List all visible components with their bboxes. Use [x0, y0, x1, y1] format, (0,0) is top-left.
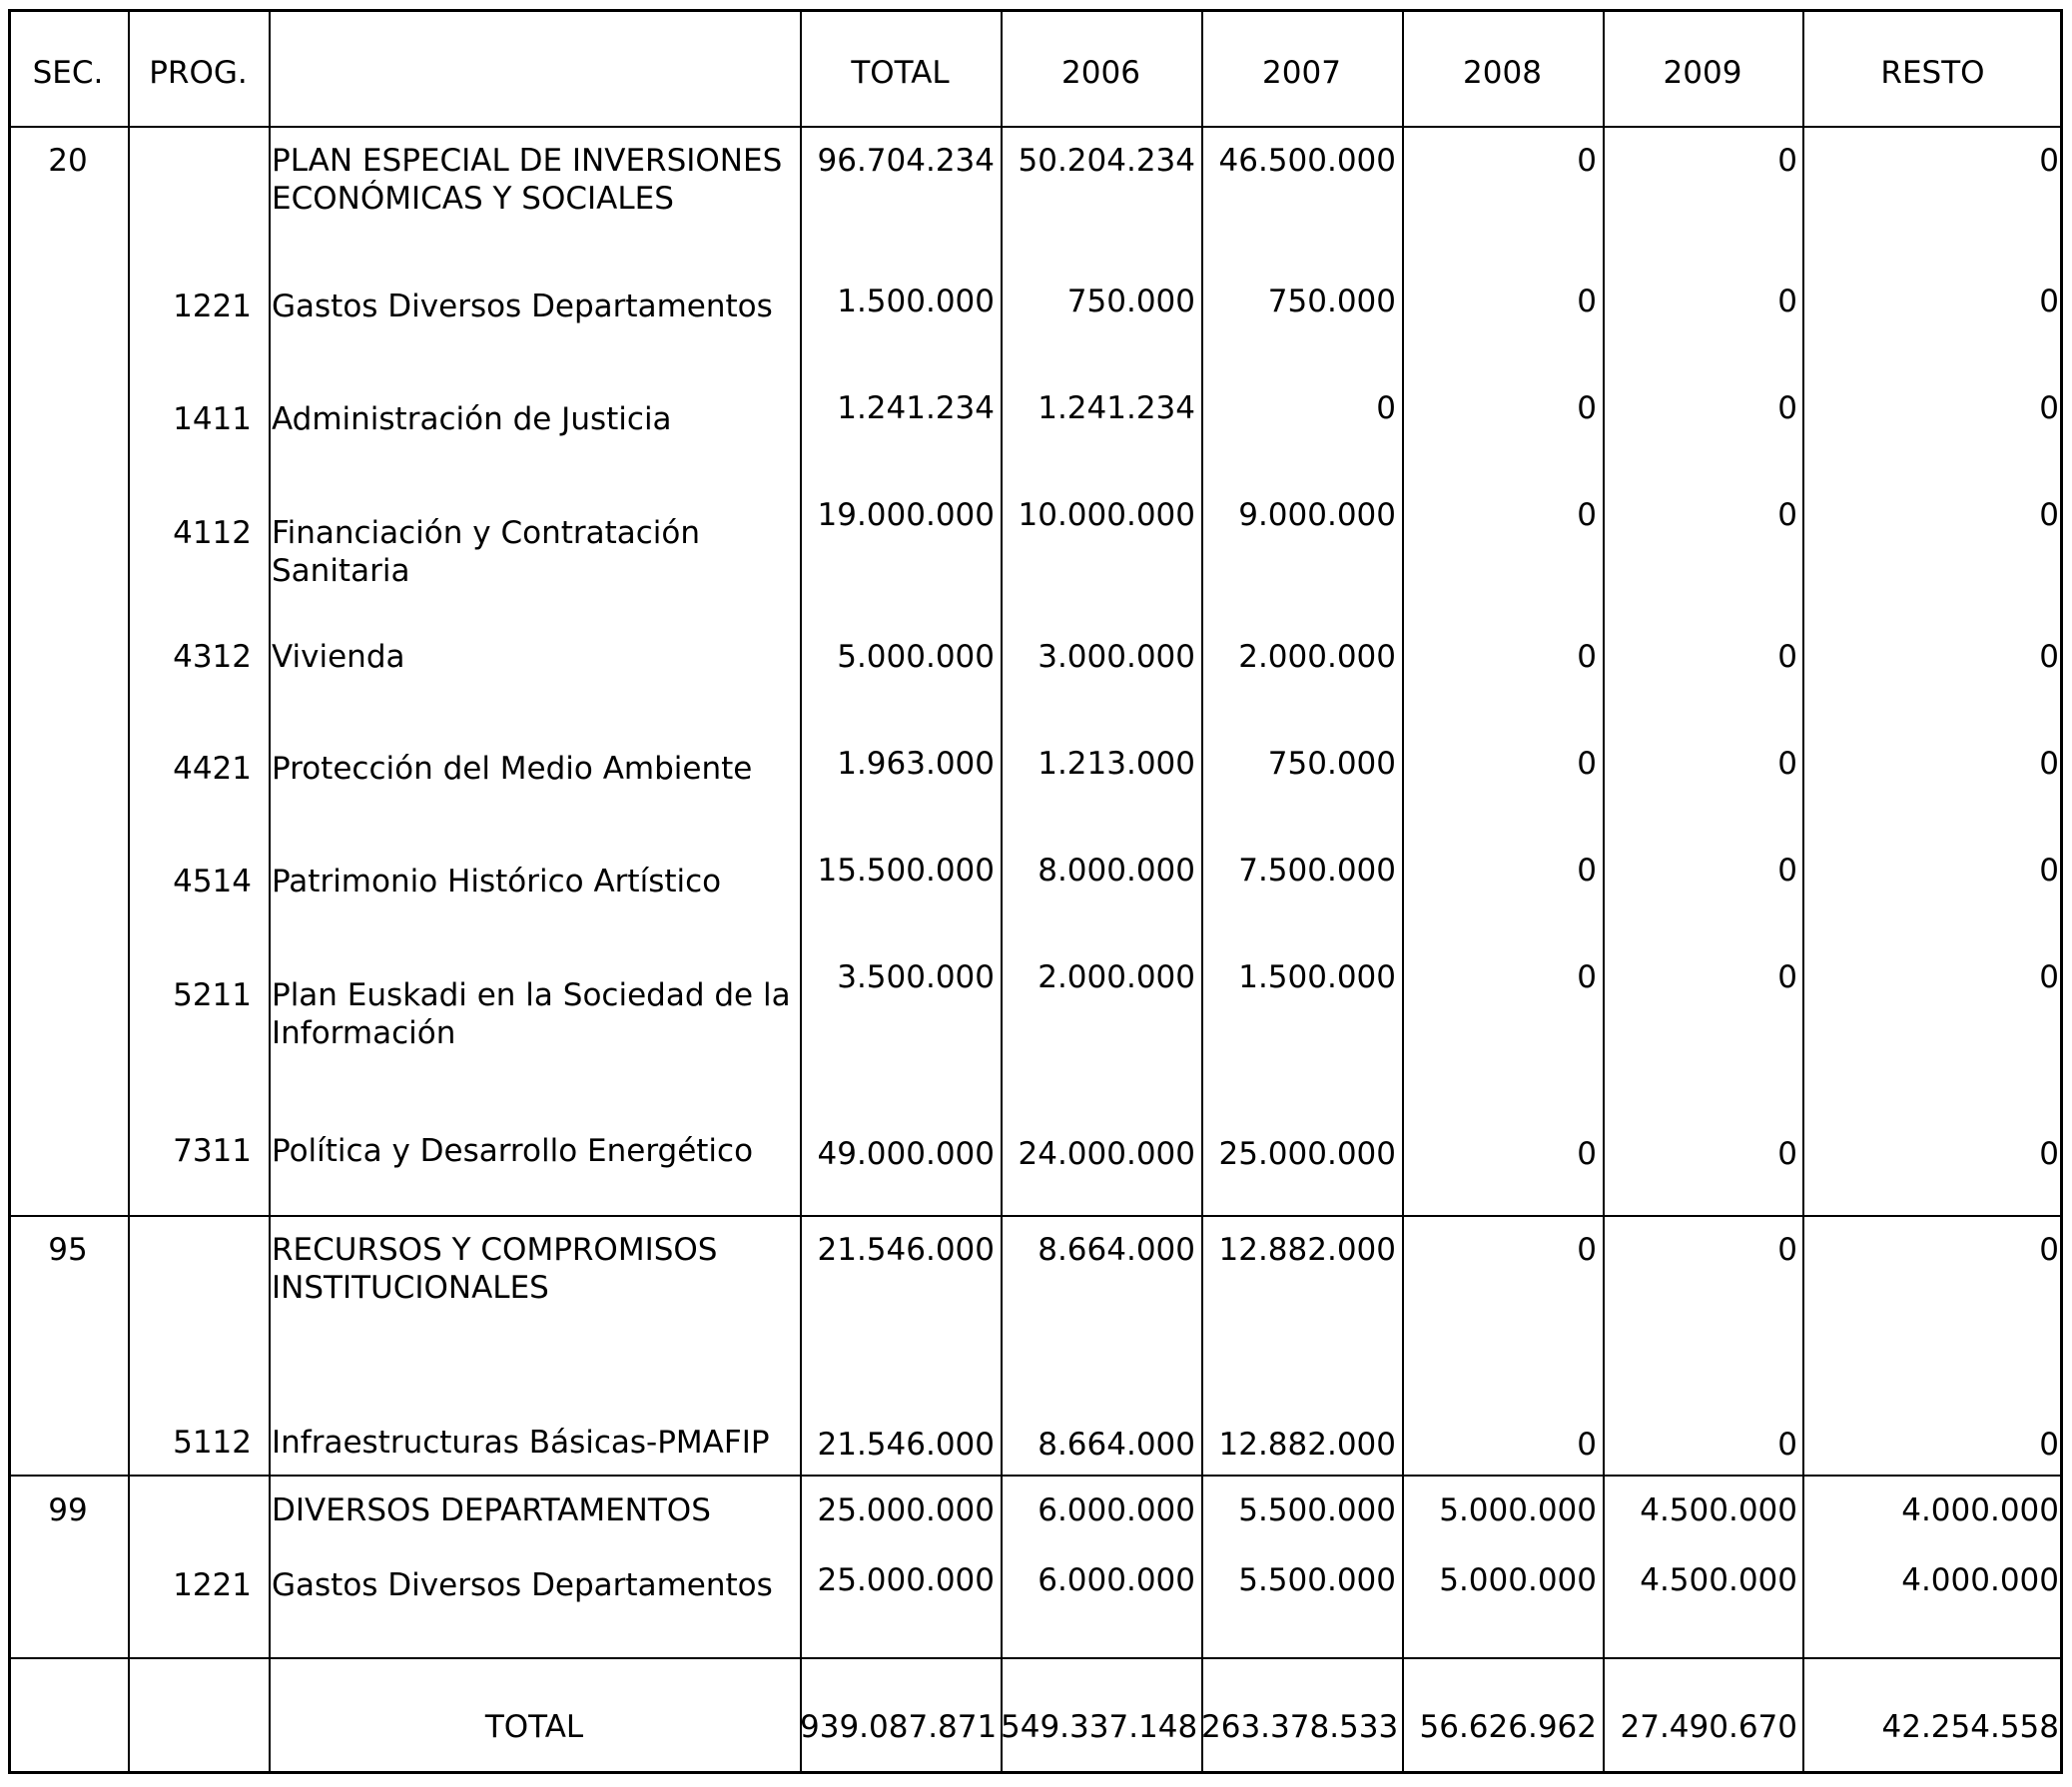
total-cell: 21.546.000: [817, 1427, 995, 1463]
y2009-cell: 0: [1777, 1136, 1797, 1172]
y2009-cell: 0: [1777, 853, 1797, 889]
y2007-cell: 750.000: [1267, 746, 1396, 782]
footer-2007: 263.378.533: [1201, 1709, 1399, 1745]
desc-cell: Plan Euskadi en la Sociedad de la Información: [272, 977, 791, 1051]
y2009-cell: 0: [1777, 390, 1797, 426]
y2006-cell: 10.000.000: [1018, 497, 1195, 533]
footer-divider: [8, 1657, 2063, 1659]
y2007-cell: 5.500.000: [1238, 1562, 1396, 1598]
y2008-cell: 0: [1577, 1232, 1597, 1268]
y2007-cell: 1.500.000: [1238, 959, 1396, 995]
prog-cell: 1221: [173, 1567, 252, 1603]
resto-cell: 4.000.000: [1901, 1562, 2059, 1598]
resto-cell: 0: [2039, 1427, 2059, 1463]
header-2008: 2008: [1463, 55, 1542, 91]
header-prog: PROG.: [149, 55, 248, 91]
total-cell: 25.000.000: [817, 1492, 995, 1528]
column-divider: [269, 9, 271, 1774]
header-2006: 2006: [1061, 55, 1140, 91]
prog-cell: 1411: [173, 401, 252, 437]
y2009-cell: 4.500.000: [1640, 1492, 1797, 1528]
desc-cell: RECURSOS Y COMPROMISOS INSTITUCIONALES: [272, 1232, 718, 1306]
desc-cell: Gastos Diversos Departamentos: [272, 289, 773, 324]
y2006-cell: 750.000: [1066, 284, 1195, 319]
total-cell: 15.500.000: [817, 853, 995, 889]
y2009-cell: 0: [1777, 143, 1797, 179]
y2009-cell: 0: [1777, 284, 1797, 319]
y2008-cell: 0: [1577, 284, 1597, 319]
desc-cell: Protección del Medio Ambiente: [272, 751, 753, 787]
y2008-cell: 5.000.000: [1439, 1562, 1597, 1598]
resto-cell: 0: [2039, 143, 2059, 179]
header-resto: RESTO: [1880, 55, 1985, 91]
resto-cell: 0: [2039, 639, 2059, 675]
total-cell: 96.704.234: [817, 143, 995, 179]
y2008-cell: 0: [1577, 1136, 1597, 1172]
resto-cell: 0: [2039, 284, 2059, 319]
y2009-cell: 0: [1777, 959, 1797, 995]
y2006-cell: 1.213.000: [1037, 746, 1195, 782]
y2009-cell: 4.500.000: [1640, 1562, 1797, 1598]
header-sec: SEC.: [32, 55, 104, 91]
desc-cell: Infraestructuras Básicas-PMAFIP: [272, 1425, 770, 1461]
y2006-cell: 8.664.000: [1037, 1427, 1195, 1463]
prog-cell: 5112: [173, 1425, 252, 1461]
budget-table: [8, 9, 2063, 1774]
prog-cell: 4514: [173, 864, 252, 899]
header-2009: 2009: [1663, 55, 1742, 91]
y2006-cell: 50.204.234: [1018, 143, 1195, 179]
y2007-cell: 2.000.000: [1238, 639, 1396, 675]
y2008-cell: 5.000.000: [1439, 1492, 1597, 1528]
resto-cell: 0: [2039, 390, 2059, 426]
prog-cell: 7311: [173, 1133, 252, 1169]
desc-cell: PLAN ESPECIAL DE INVERSIONES ECONÓMICAS Y SOCIALES: [272, 143, 783, 217]
y2009-cell: 0: [1777, 746, 1797, 782]
total-cell: 49.000.000: [817, 1136, 995, 1172]
y2006-cell: 6.000.000: [1037, 1492, 1195, 1528]
y2008-cell: 0: [1577, 1427, 1597, 1463]
y2006-cell: 24.000.000: [1018, 1136, 1195, 1172]
footer-total: 939.087.871: [800, 1709, 998, 1745]
total-cell: 19.000.000: [817, 497, 995, 533]
y2006-cell: 3.000.000: [1037, 639, 1195, 675]
desc-cell: Administración de Justicia: [272, 401, 672, 437]
y2006-cell: 6.000.000: [1037, 1562, 1195, 1598]
y2007-cell: 750.000: [1267, 284, 1396, 319]
section-divider: [8, 1215, 2063, 1217]
total-cell: 1.963.000: [837, 746, 995, 782]
desc-cell: Patrimonio Histórico Artístico: [272, 864, 722, 899]
total-cell: 3.500.000: [837, 959, 995, 995]
prog-cell: 4312: [173, 639, 252, 675]
resto-cell: 0: [2039, 959, 2059, 995]
sec-cell: 95: [48, 1232, 88, 1268]
prog-cell: 4112: [173, 515, 252, 551]
y2007-cell: 0: [1376, 390, 1396, 426]
resto-cell: 0: [2039, 853, 2059, 889]
header-divider: [8, 126, 2063, 128]
prog-cell: 5211: [173, 977, 252, 1013]
sec-cell: 20: [48, 143, 88, 179]
y2006-cell: 2.000.000: [1037, 959, 1195, 995]
footer-2006: 549.337.148: [1001, 1709, 1198, 1745]
footer-label: TOTAL: [484, 1709, 584, 1745]
footer-resto: 42.254.558: [1881, 1709, 2059, 1745]
total-cell: 5.000.000: [837, 639, 995, 675]
total-cell: 1.500.000: [837, 284, 995, 319]
footer-2009: 27.490.670: [1620, 1709, 1797, 1745]
resto-cell: 0: [2039, 497, 2059, 533]
y2008-cell: 0: [1577, 143, 1597, 179]
y2008-cell: 0: [1577, 639, 1597, 675]
y2007-cell: 9.000.000: [1238, 497, 1396, 533]
y2007-cell: 7.500.000: [1238, 853, 1396, 889]
y2009-cell: 0: [1777, 639, 1797, 675]
footer-2008: 56.626.962: [1419, 1709, 1597, 1745]
prog-cell: 4421: [173, 751, 252, 787]
y2006-cell: 1.241.234: [1037, 390, 1195, 426]
y2008-cell: 0: [1577, 497, 1597, 533]
header-total: TOTAL: [851, 55, 950, 91]
y2007-cell: 5.500.000: [1238, 1492, 1396, 1528]
prog-cell: 1221: [173, 289, 252, 324]
y2006-cell: 8.664.000: [1037, 1232, 1195, 1268]
y2007-cell: 12.882.000: [1218, 1427, 1396, 1463]
desc-cell: DIVERSOS DEPARTAMENTOS: [272, 1492, 711, 1528]
resto-cell: 4.000.000: [1901, 1492, 2059, 1528]
resto-cell: 0: [2039, 746, 2059, 782]
y2006-cell: 8.000.000: [1037, 853, 1195, 889]
y2008-cell: 0: [1577, 853, 1597, 889]
y2009-cell: 0: [1777, 1427, 1797, 1463]
section-divider: [8, 1475, 2063, 1477]
total-cell: 25.000.000: [817, 1562, 995, 1598]
desc-cell: Vivienda: [272, 639, 405, 675]
sec-cell: 99: [48, 1492, 88, 1528]
y2008-cell: 0: [1577, 959, 1597, 995]
resto-cell: 0: [2039, 1136, 2059, 1172]
desc-cell: Financiación y Contratación Sanitaria: [272, 515, 701, 589]
y2009-cell: 0: [1777, 497, 1797, 533]
header-2007: 2007: [1262, 55, 1341, 91]
y2008-cell: 0: [1577, 390, 1597, 426]
y2008-cell: 0: [1577, 746, 1597, 782]
resto-cell: 0: [2039, 1232, 2059, 1268]
y2007-cell: 46.500.000: [1218, 143, 1396, 179]
y2007-cell: 12.882.000: [1218, 1232, 1396, 1268]
desc-cell: Gastos Diversos Departamentos: [272, 1567, 773, 1603]
total-cell: 21.546.000: [817, 1232, 995, 1268]
total-cell: 1.241.234: [837, 390, 995, 426]
desc-cell: Política y Desarrollo Energético: [272, 1133, 754, 1169]
y2009-cell: 0: [1777, 1232, 1797, 1268]
y2007-cell: 25.000.000: [1218, 1136, 1396, 1172]
